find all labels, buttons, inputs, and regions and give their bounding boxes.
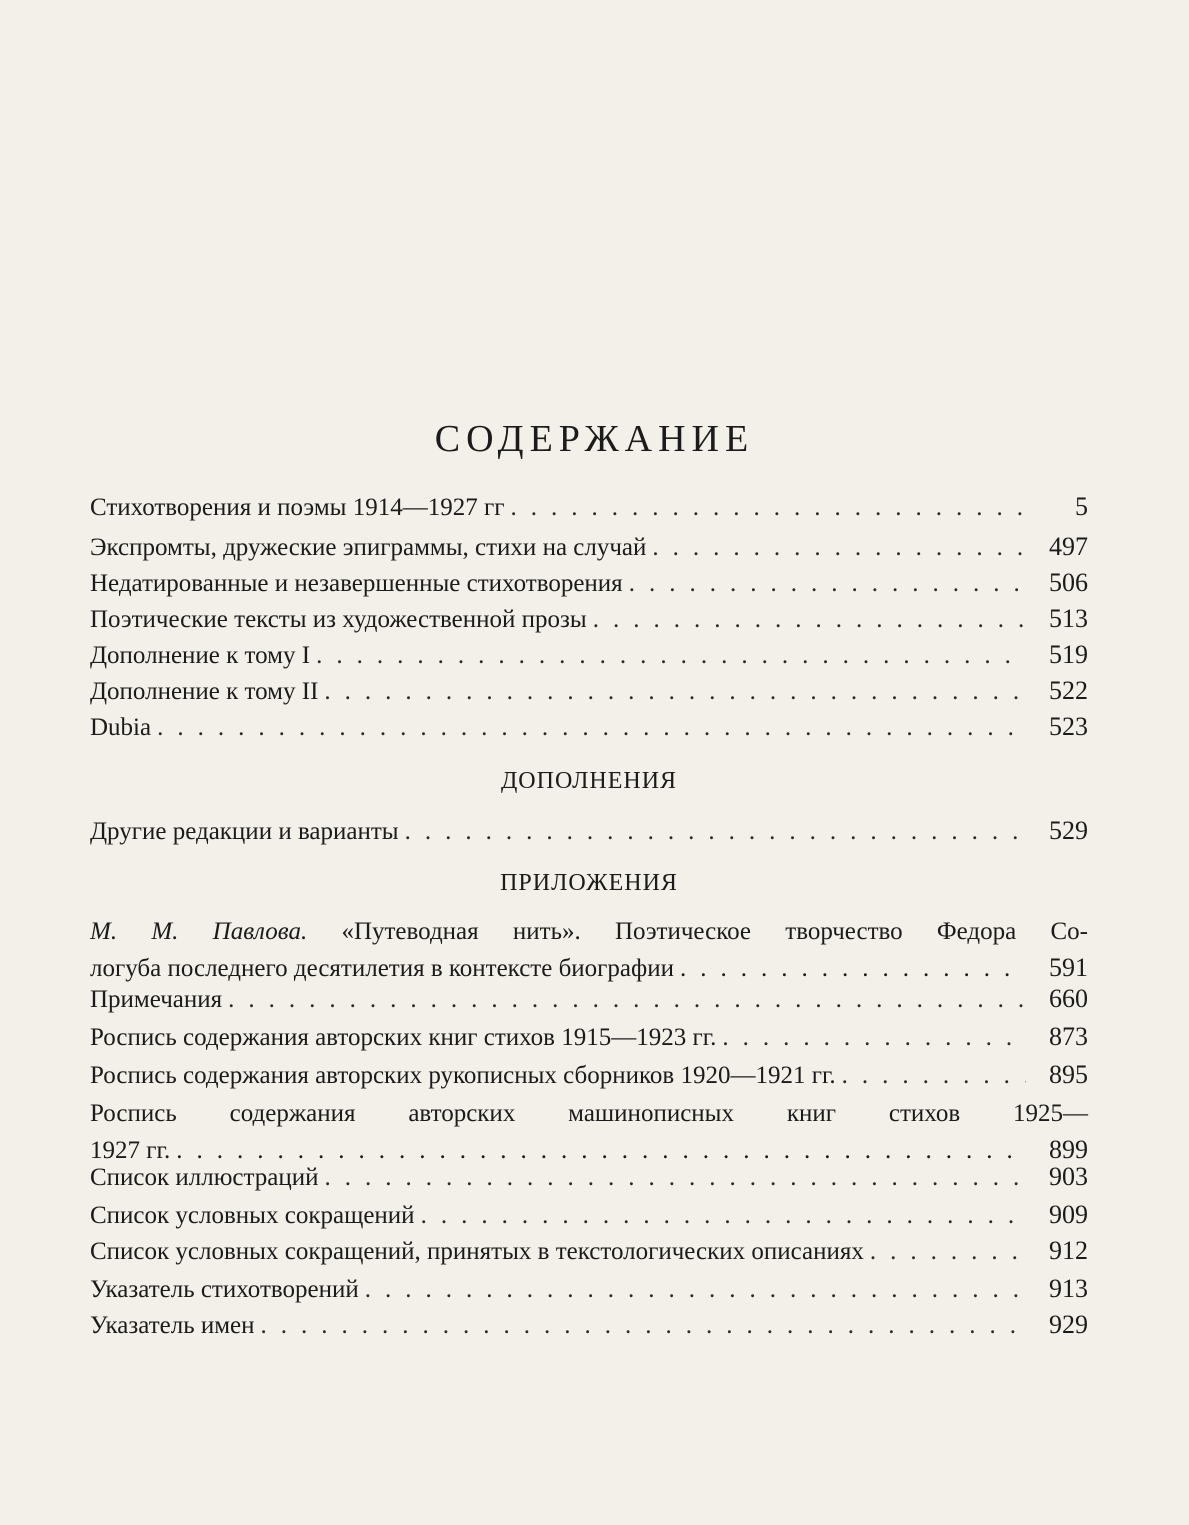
leader-dots [365,1275,1026,1305]
toc-entry[interactable] [90,1200,1088,1231]
toc-entry-page: 873 [1049,1022,1088,1051]
toc-entry-title: Указатель имен [90,1312,255,1339]
leader-dots [510,493,1026,523]
toc-entry-page: 523 [1049,712,1088,741]
toc-entry-title: Указатель стихотворений [90,1276,359,1303]
toc-entry-page: 899 [1049,1135,1088,1164]
page-title: СОДЕРЖАНИЕ [434,418,755,461]
toc-entry-page: 519 [1049,640,1088,669]
toc-entry[interactable] [90,640,1088,671]
toc-entry-title: Роспись содержания авторских рукописных сборников 1920—1921 гг. [90,1062,836,1089]
toc-entry[interactable] [90,984,1088,1015]
toc-entry-title: Другие редакции и варианты [90,818,399,845]
leader-dots [722,1023,1026,1053]
leader-dots [325,1163,1027,1193]
leader-dots [421,1201,1026,1231]
toc-entry-page: 506 [1049,568,1088,597]
toc-entry-title: Дополнение к тому I [90,642,311,669]
section-heading-appendices: ПРИЛОЖЕНИЯ [500,870,678,896]
toc-entry[interactable] [90,1162,1088,1193]
toc-entry-page: 529 [1049,816,1088,845]
toc-entry-title: Недатированные и незавершенные стихотворения [90,570,623,597]
toc-entry-title: Список иллюстраций [90,1164,319,1191]
toc-entry[interactable] [90,532,1088,563]
essay-title-part2: логуба последнего десятилетия в контексте биографии [90,955,674,982]
section-heading-additions: ДОПОЛНЕНИЯ [500,768,678,794]
essay-author: М. М. Павлова. [90,918,308,945]
toc-entry[interactable] [90,1274,1088,1305]
toc-entry-page: 929 [1049,1310,1088,1339]
toc-entry[interactable] [90,1236,1088,1267]
toc-entry-page: 660 [1049,984,1088,1013]
toc-entry-page: 913 [1049,1274,1088,1303]
toc-entry[interactable] [90,604,1088,635]
leader-dots [261,1311,1026,1341]
toc-entry-title: Экспромты, дружеские эпиграммы, стихи на случай [90,534,647,561]
leader-dots [629,569,1026,599]
toc-entry-title: Стихотворения и поэмы 1914—1927 гг [90,494,505,521]
toc-entry[interactable] [90,816,1088,847]
essay-title-part1: «Путеводная нить». Поэтическое творчество Федора Со- [341,918,1088,945]
toc-entry-title: Примечания [90,986,223,1013]
leader-dots [870,1237,1026,1267]
typescript-title-part2: 1927 гг. [90,1137,171,1164]
toc-entry-page: 522 [1049,676,1088,705]
toc-entry-title: Поэтические тексты из художественной прозы [90,606,587,633]
toc-entry-page: 497 [1049,532,1088,561]
leader-dots [228,985,1026,1015]
leader-dots [680,951,1026,987]
leader-dots [157,713,1026,743]
leader-dots [593,605,1026,635]
toc-entry[interactable] [90,568,1088,599]
toc-entry-page: 903 [1049,1162,1088,1191]
leader-dots [316,641,1026,671]
toc-entry-page: 591 [1049,953,1088,982]
toc-entry-page: 5 [1075,492,1088,521]
leader-dots [324,677,1026,707]
toc-entry[interactable] [90,1310,1088,1341]
toc-entry-title: Список условных сокращений, принятых в текстологических описаниях [90,1238,864,1265]
toc-entry-title: Список условных сокращений [90,1202,415,1229]
toc-entry-typescript[interactable] [90,1096,1088,1169]
leader-dots [405,817,1026,847]
toc-entry-title-line1 [90,914,1088,950]
toc-entry[interactable] [90,1022,1088,1053]
toc-entry-page: 513 [1049,604,1088,633]
toc-entry-title: Dubia [90,714,152,741]
toc-entry-title-line2 [90,950,1088,987]
toc-entry-page: 909 [1049,1200,1088,1229]
toc-entry[interactable] [90,676,1088,707]
leader-dots [842,1061,1026,1091]
toc-entry[interactable] [90,492,1088,523]
leader-dots [652,533,1026,563]
toc-entry-page: 912 [1049,1236,1088,1265]
toc-entry[interactable] [90,1060,1088,1091]
toc-entry[interactable] [90,712,1088,743]
toc-entry-essay[interactable] [90,914,1088,987]
toc-entry-title-line1: Роспись содержания авторских машинописных книг стихов 1925— [90,1100,1088,1127]
toc-entry-title: Дополнение к тому II [90,678,319,705]
toc-entry-page: 895 [1049,1060,1088,1089]
toc-entry-title: Роспись содержания авторских книг стихов 1915—1923 гг. [90,1024,717,1051]
